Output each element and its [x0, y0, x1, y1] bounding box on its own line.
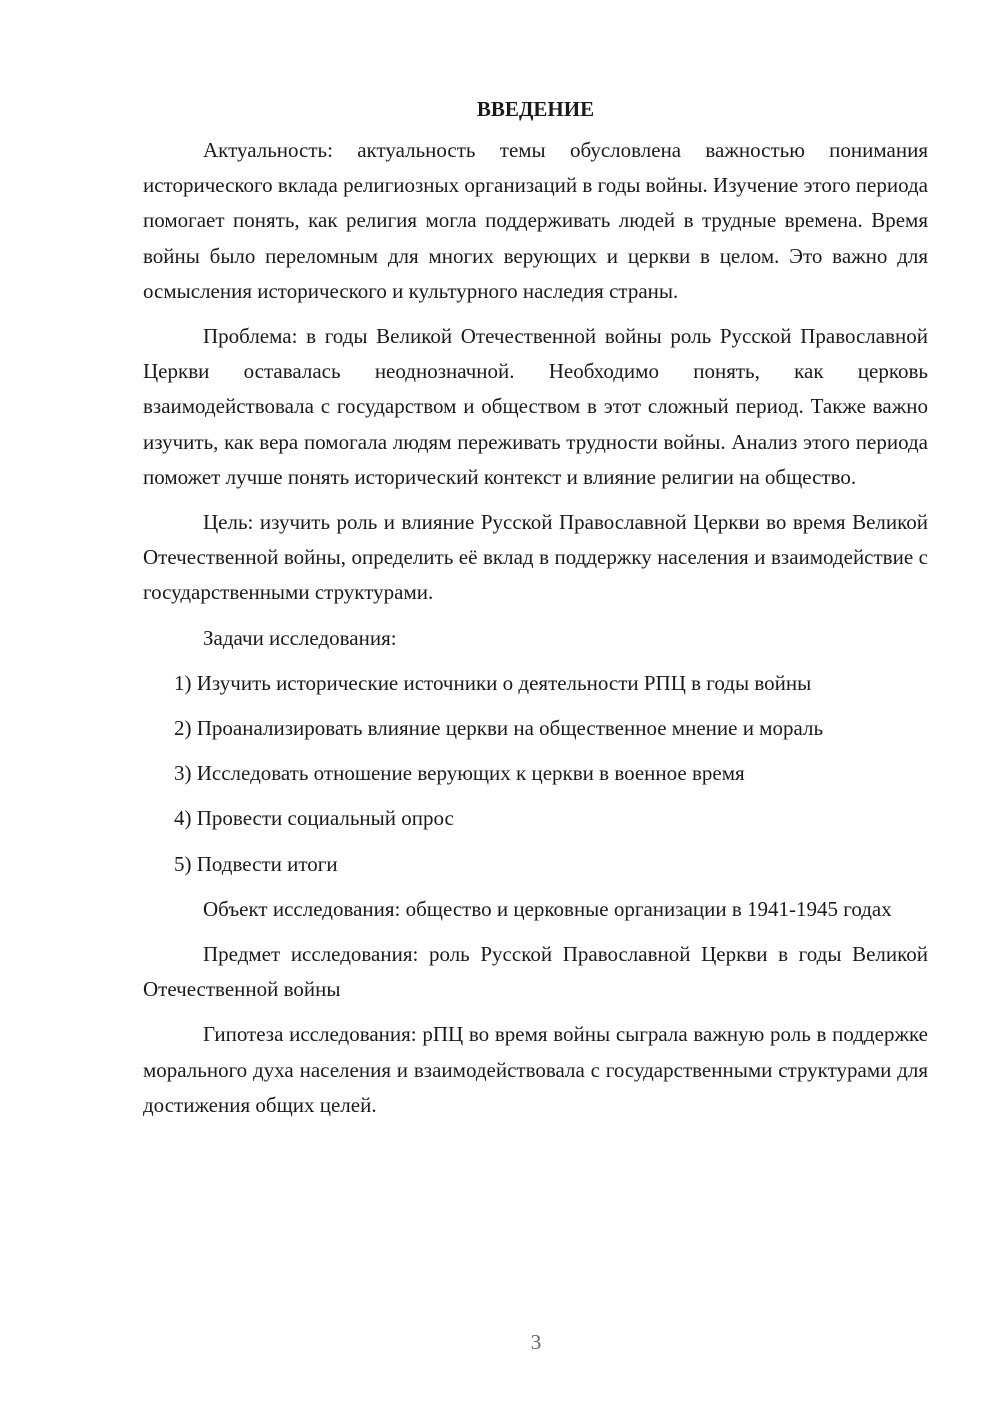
paragraph-goal: Цель: изучить роль и влияние Русской Православной Церкви во время Великой Отечественной войны, определить её вклад в поддержку населения и взаимодействие с государственными структурами.: [143, 510, 928, 605]
task-item: 4) Провести социальный опрос: [174, 806, 454, 831]
task-item: 2) Проанализировать влияние церкви на общественное мнение и мораль: [174, 716, 824, 741]
page-number: 3: [530, 1330, 542, 1354]
task-item: 5) Подвести итоги: [174, 851, 338, 876]
paragraph-relevance: Актуальность: актуальность темы обусловлена важностью понимания исторического вклада религиозных организаций в годы войны. Изучение этого периода помогает понять, как религия могла поддерживать людей в трудные времена. Время войны было переломным для многих верующих и церкви в целом. Это важно для осмысления исторического и культурного наследия страны.: [143, 138, 928, 303]
document-page: [143, 92, 928, 1133]
paragraph-subject: Предмет исследования: роль Русской Православной Церкви в годы Великой Отечественной войны: [143, 942, 928, 1002]
section-title: ВВЕДЕНИЕ: [476, 97, 595, 121]
paragraph-hypothesis: Гипотеза исследования: рПЦ во время войны сыграла важную роль в поддержке морального духа населения и взаимодействовала с государственными структурами для достижения общих целей.: [143, 1022, 928, 1117]
paragraph-problem: Проблема: в годы Великой Отечественной войны роль Русской Православной Церкви оставалась неоднозначной. Необходимо понять, как церковь взаимодействовала с государством и обществом в этот сложный период. Также важно изучить, как вера помогала людям переживать трудности войны. Анализ этого периода поможет лучше понять исторический контекст и влияние религии на общество.: [143, 324, 928, 489]
paragraph-object: Объект исследования: общество и церковные организации в 1941-1945 годах: [203, 896, 892, 921]
task-item: 3) Исследовать отношение верующих к церкви в военное время: [174, 761, 745, 786]
task-item: 1) Изучить исторические источники о деятельности РПЦ в годы войны: [174, 670, 812, 695]
tasks-heading: Задачи исследования:: [203, 625, 397, 650]
